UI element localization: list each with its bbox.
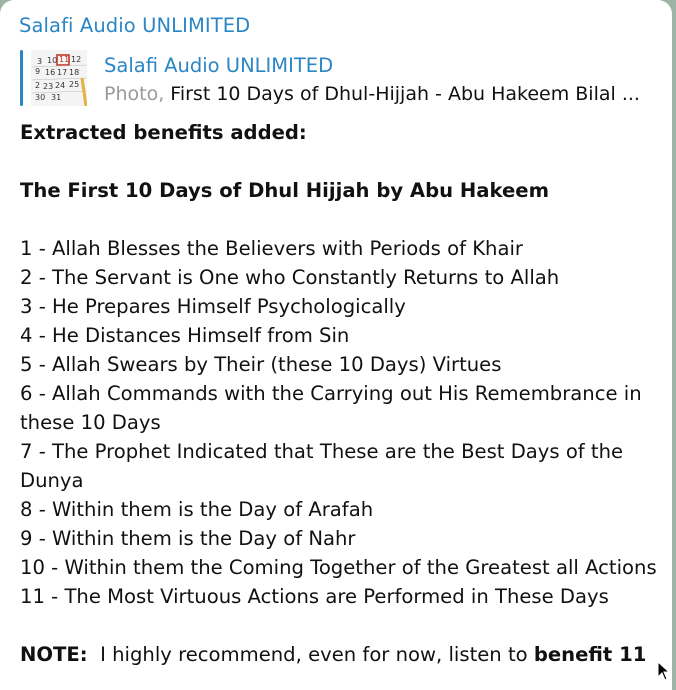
svg-text:16: 16 [45,68,56,77]
note-line [20,640,660,669]
reply-subtitle [104,83,640,105]
calendar-icon [31,50,87,106]
list-item: 9 - Within them is the Day of Nahr [20,527,356,550]
note-emphasis: benefit 11 [533,643,647,666]
list-item: 4 - He Distances Himself from Sin [20,324,350,347]
reply-accent-bar [20,50,23,106]
svg-text:18: 18 [69,68,80,77]
svg-text:11: 11 [59,55,70,64]
message-heading: Extracted benefits added: [20,121,307,144]
list-item: 8 - Within them is the Day of Arafah [20,498,374,521]
svg-text:24: 24 [55,81,66,90]
svg-text:3: 3 [37,57,43,66]
list-item: 7 - The Prophet Indicated that These are the Best Days of the Dunya [20,440,624,492]
reply-title: Salafi Audio UNLIMITED [104,54,334,77]
list-item: 11 - The Most Virtuous Actions are Performed in These Days [20,585,609,608]
svg-text:17: 17 [57,68,68,77]
svg-text:31: 31 [51,93,62,102]
reply-caption: First 10 Days of Dhul-Hijjah - Abu Hakeem Bilal ... [170,83,640,105]
svg-text:30: 30 [35,93,46,102]
list-item: 6 - Allah Commands with the Carrying out His Remembrance in these 10 Days [20,382,642,434]
list-item: 5 - Allah Swears by Their (these 10 Days) Virtues [20,353,502,376]
reply-kind: Photo, [104,83,165,105]
svg-text:10: 10 [47,56,58,65]
message-title: The First 10 Days of Dhul Hijjah by Abu Hakeem [20,179,550,202]
svg-text:12: 12 [71,55,82,64]
svg-text:2: 2 [35,81,41,90]
list-item: 10 - Within them the Coming Together of the Greatest all Actions [20,556,657,579]
message-text [20,118,660,669]
note-text: I highly recommend, even for now, listen to [87,643,534,666]
list-item: 3 - He Prepares Himself Psychologically [20,295,406,318]
list-item: 2 - The Servant is One who Constantly Returns to Allah [20,266,560,289]
svg-text:9: 9 [35,67,41,76]
note-label: NOTE: [20,643,88,666]
svg-text:23: 23 [43,82,54,91]
sender-name[interactable]: Salafi Audio UNLIMITED [19,14,251,37]
reply-preview[interactable] [20,48,660,108]
mouse-pointer-icon [657,661,671,681]
list-item: 1 - Allah Blesses the Believers with Periods of Khair [20,237,523,260]
svg-text:25: 25 [69,80,80,89]
